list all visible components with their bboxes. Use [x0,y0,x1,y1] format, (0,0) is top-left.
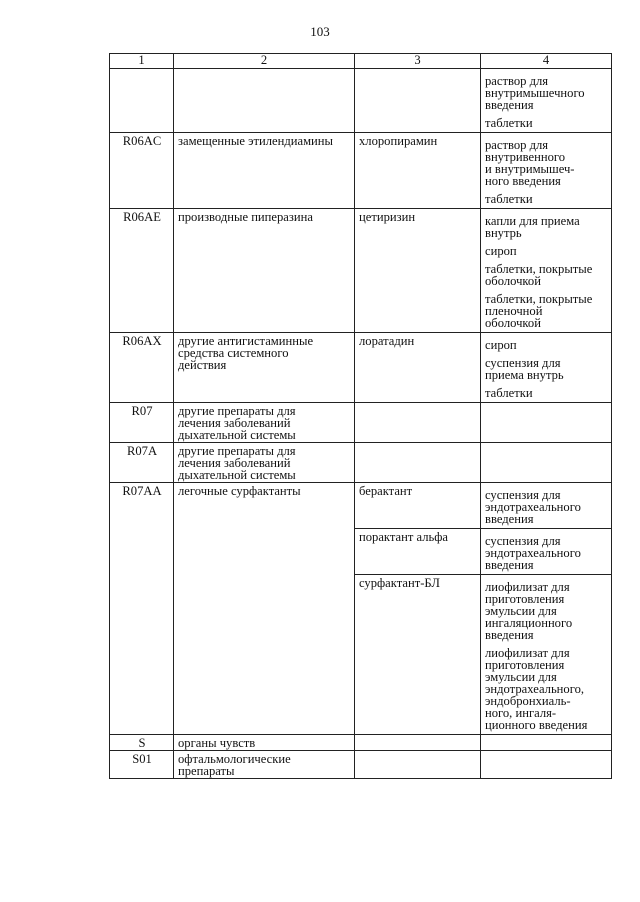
group-name-line: органы чувств [178,736,256,750]
dosage-form [485,387,608,399]
dosage-form [485,263,608,287]
group-name [174,751,355,779]
atc-code: R07 [110,403,174,443]
atc-code: S01 [110,751,174,779]
dosage-form [485,339,608,351]
dosage-form-line: внутривенного [485,150,566,164]
group-name-line: другие антигистаминные [178,334,314,348]
group-name [174,333,355,403]
dosage-form [485,293,608,329]
dosage-form-line: эндотрахеального [485,546,581,560]
dosage-form-line: сироп [485,338,517,352]
dosage-form [485,245,608,257]
table-row [110,751,612,779]
dosage-form-line: оболочкой [485,316,541,330]
table-row [110,483,612,529]
dosage-form-line: таблетки [485,192,533,206]
group-name-line: офтальмологические [178,752,291,766]
dosage-form-line: эндотрахеального, [485,682,585,696]
drug-inn [355,209,481,333]
dosage-form-line: лиофилизат для [485,646,570,660]
group-name [174,735,355,751]
dosage-form-line: лиофилизат для [485,580,570,594]
dosage-form [485,215,608,239]
atc-code: R06AC [110,133,174,209]
atc-code: S [110,735,174,751]
atc-code: R06AX [110,333,174,403]
atc-code [110,69,174,133]
group-name [174,133,355,209]
table-row [110,403,612,443]
group-name-line: другие препараты для [178,444,296,458]
drug-inn-line: сурфактант-БЛ [359,576,440,590]
dosage-form-line: приготовления [485,658,565,672]
drug-inn [355,575,481,735]
column-header: 3 [355,54,481,69]
atc-code: R07A [110,443,174,483]
table-header-row [110,54,612,69]
drug-inn [355,483,481,529]
dosage-forms [481,575,612,735]
dosage-form-line: капли для приема [485,214,580,228]
dosage-form-line: таблетки, покрытые [485,262,593,276]
group-name-line: препараты [178,764,235,778]
drug-inn-line: порактант альфа [359,530,448,544]
column-header: 2 [174,54,355,69]
dosage-form-line: раствор для [485,138,549,152]
dosage-form-line: эндобронхиаль- [485,694,571,708]
dosage-form [485,535,608,571]
dosage-forms [481,69,612,133]
dosage-form-line: ного введения [485,174,561,188]
dosage-form-line: ционного введения [485,718,588,732]
group-name-line: лечения заболеваний [178,416,291,430]
table-row [110,735,612,751]
dosage-forms [481,483,612,529]
dosage-form [485,117,608,129]
group-name-line: другие препараты для [178,404,296,418]
drug-inn-line: лоратадин [359,334,415,348]
dosage-form-line: оболочкой [485,274,541,288]
dosage-forms [481,133,612,209]
group-name [174,443,355,483]
group-name-line: производные пиперазина [178,210,313,224]
drug-inn-line: хлоропирамин [359,134,438,148]
group-name-line: замещенные этилендиамины [178,134,333,148]
group-name-line: средства системного [178,346,289,360]
dosage-form-line: введения [485,98,534,112]
dosage-form [485,357,608,381]
dosage-form-line: введения [485,628,534,642]
dosage-form-line: введения [485,512,534,526]
dosage-form [485,647,608,731]
dosage-form-line: приема внутрь [485,368,564,382]
atc-code: R06AE [110,209,174,333]
drug-table [109,53,612,779]
drug-inn [355,69,481,133]
dosage-form [485,139,608,187]
drug-inn [355,403,481,443]
dosage-form [485,193,608,205]
dosage-form-line: таблетки [485,386,533,400]
dosage-form-line: суспензия для [485,488,561,502]
group-name-line: действия [178,358,227,372]
dosage-form-line: ингаляционного [485,616,573,630]
drug-inn [355,529,481,575]
column-header: 4 [481,54,612,69]
dosage-form [485,75,608,111]
dosage-form-line: приготовления [485,592,565,606]
dosage-form-line: сироп [485,244,517,258]
atc-code: R07AA [110,483,174,735]
page-number: 103 [310,24,330,39]
dosage-form-line: суспензия для [485,356,561,370]
dosage-form-line: и внутримышеч- [485,162,575,176]
dosage-form-line: таблетки [485,116,533,130]
dosage-form-line: таблетки, покрытые [485,292,593,306]
group-name-line: легочные сурфактанты [178,484,301,498]
dosage-forms [481,333,612,403]
dosage-form-line: введения [485,558,534,572]
dosage-forms [481,403,612,443]
dosage-form-line: эмульсии для [485,670,557,684]
column-header: 1 [110,54,174,69]
dosage-forms [481,529,612,575]
group-name-line: лечения заболеваний [178,456,291,470]
group-name [174,403,355,443]
drug-inn [355,333,481,403]
drug-inn [355,443,481,483]
table-row [110,209,612,333]
dosage-form-line: эндотрахеального [485,500,581,514]
dosage-forms [481,209,612,333]
dosage-form [485,489,608,525]
dosage-forms [481,751,612,779]
dosage-form-line: раствор для [485,74,549,88]
drug-inn-line: цетиризин [359,210,416,224]
group-name [174,483,355,735]
group-name [174,209,355,333]
drug-inn-line: берактант [359,484,413,498]
dosage-forms [481,735,612,751]
dosage-form-line: суспензия для [485,534,561,548]
group-name-line: дыхательной системы [178,468,296,482]
dosage-form-line: внутримышечного [485,86,585,100]
group-name [174,69,355,133]
dosage-form-line: ного, ингаля- [485,706,557,720]
drug-inn [355,133,481,209]
table-row [110,443,612,483]
dosage-form-line: пленочной [485,304,543,318]
drug-inn [355,751,481,779]
table-row [110,133,612,209]
dosage-form-line: внутрь [485,226,522,240]
table-row [110,69,612,133]
group-name-line: дыхательной системы [178,428,296,442]
dosage-form [485,581,608,641]
table-row [110,333,612,403]
dosage-form-line: эмульсии для [485,604,557,618]
dosage-forms [481,443,612,483]
drug-inn [355,735,481,751]
table-body [110,69,612,779]
